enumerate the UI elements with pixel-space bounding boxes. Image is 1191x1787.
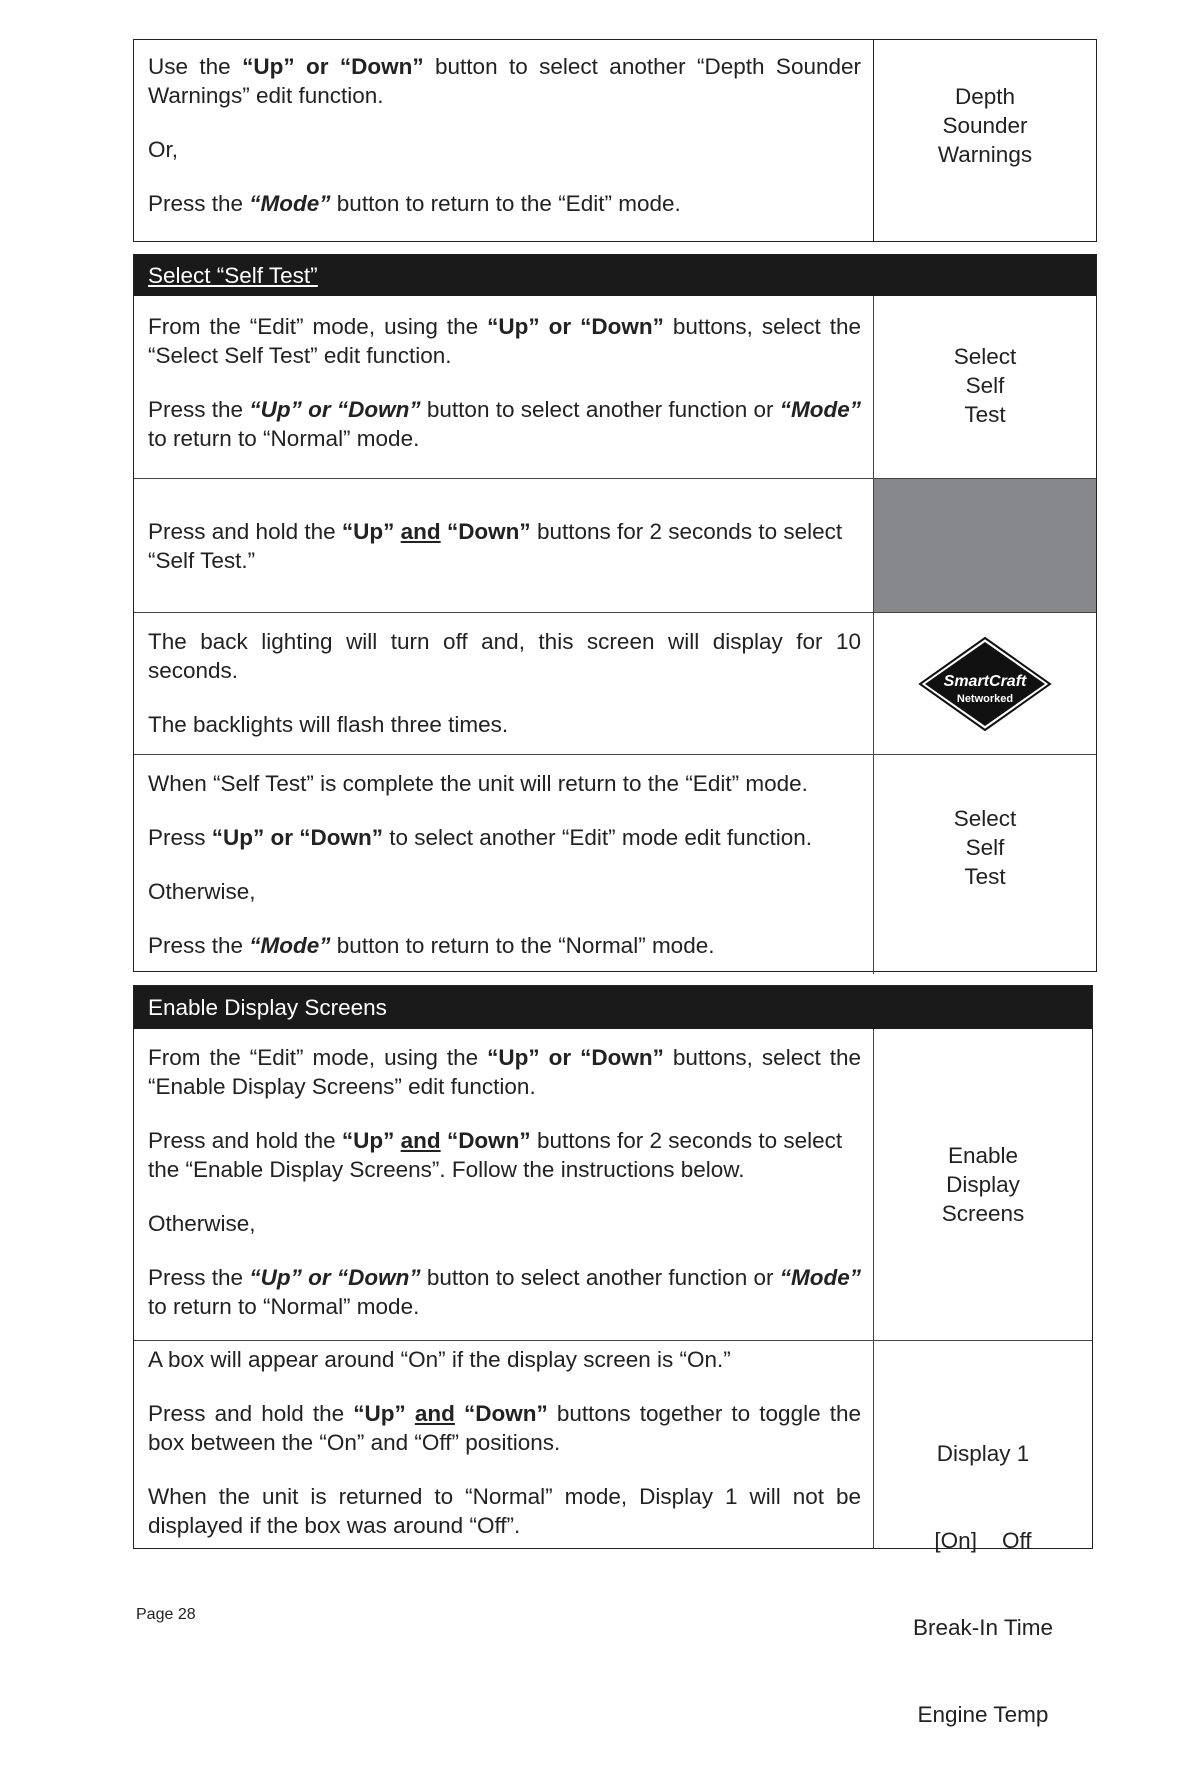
section-heading: Select “Self Test” (134, 255, 1096, 296)
instruction-text: Use the “Up” or “Down” button to select another “Depth Sounder Warnings” edit function. (148, 54, 862, 108)
display-cell (874, 1341, 1092, 1727)
display-cell (874, 1029, 1092, 1340)
enable-display-row-1 (134, 1029, 1092, 1340)
self-test-row-1 (134, 296, 1096, 478)
display-cell (874, 40, 1096, 241)
display-cell (874, 613, 1096, 754)
display-line: Display (946, 1172, 1020, 1197)
section-heading: Enable Display Screens (134, 986, 1092, 1029)
instruction-text: Or, (148, 137, 179, 162)
instruction-text: Press and hold the “Up” and “Down” buttons for 2 seconds to select the “Enable Display Screens”. Follow the instructions below. (148, 1128, 843, 1182)
instruction-cell (134, 1029, 874, 1340)
display-line: Self (965, 373, 1005, 398)
instruction-text: Press and hold the “Up” and “Down” buttons together to toggle the box between the “On” and “Off” positions. (148, 1401, 861, 1455)
smartcraft-logo (918, 636, 1052, 732)
display-line: Engine Temp (917, 1702, 1049, 1727)
display-line: Self (965, 835, 1005, 860)
instruction-cell (134, 40, 874, 241)
display-line: Select (953, 344, 1017, 369)
display-line: Select (953, 806, 1017, 831)
display-line: Sounder (942, 113, 1028, 138)
instruction-text: Otherwise, (148, 1211, 256, 1236)
depth-warnings-row (134, 40, 1096, 241)
display-line: Test (964, 864, 1006, 889)
blank-display-cell (874, 479, 1096, 612)
self-test-row-4 (134, 754, 1096, 974)
instruction-cell (134, 613, 874, 754)
instruction-text: Press “Up” or “Down” to select another “Edit” mode edit function. (148, 825, 812, 850)
instruction-text: Press and hold the “Up” and “Down” buttons for 2 seconds to select “Self Test.” (148, 518, 843, 573)
self-test-table (133, 254, 1097, 972)
display-line: Enable (947, 1143, 1019, 1168)
instruction-cell (134, 296, 874, 478)
logo-text: SmartCraft (943, 672, 1027, 690)
self-test-row-2 (134, 478, 1096, 612)
self-test-row-3 (134, 612, 1096, 754)
depth-warnings-table (133, 39, 1097, 242)
logo-subtext: Networked (956, 692, 1014, 705)
instruction-text: A box will appear around “On” if the display screen is “On.” (148, 1347, 731, 1372)
instruction-text: When the unit is returned to “Normal” mode, Display 1 will not be displayed if the box was around “Off”. (148, 1484, 861, 1538)
display-line: Test (964, 402, 1006, 427)
display-line: Screens (941, 1201, 1025, 1226)
display-cell (874, 296, 1096, 478)
display-line: Break-In Time (912, 1615, 1054, 1640)
instruction-text: Press the “Mode” button to return to the “Edit” mode. (148, 191, 681, 216)
display-line: Display 1 (936, 1441, 1030, 1466)
instruction-cell (134, 1341, 874, 1549)
display-line: Warnings (937, 142, 1033, 167)
instruction-text: The back lighting will turn off and, this screen will display for 10 seconds. (148, 629, 861, 683)
instruction-cell (134, 755, 874, 974)
instruction-text: Press the “Mode” button to return to the “Normal” mode. (148, 933, 715, 958)
instruction-text: From the “Edit” mode, using the “Up” or “Down” buttons, select the “Enable Display Screens” edit function. (148, 1045, 861, 1099)
page-number: Page 28 (136, 1606, 196, 1623)
instruction-cell (134, 479, 874, 612)
instruction-text: The backlights will flash three times. (148, 712, 509, 737)
instruction-text: Press the “Up” or “Down” button to select another function or “Mode” to return to “Normal” mode. (148, 1265, 862, 1319)
display-line: [On] Off (934, 1528, 1032, 1553)
instruction-text: Press the “Up” or “Down” button to select another function or “Mode” to return to “Normal” mode. (148, 397, 862, 451)
display-cell (874, 755, 1096, 974)
instruction-text: Otherwise, (148, 879, 256, 904)
instruction-text: When “Self Test” is complete the unit will return to the “Edit” mode. (148, 771, 808, 796)
display-line: Depth (954, 84, 1016, 109)
instruction-text: From the “Edit” mode, using the “Up” or “Down” buttons, select the “Select Self Test” edit function. (148, 314, 861, 368)
